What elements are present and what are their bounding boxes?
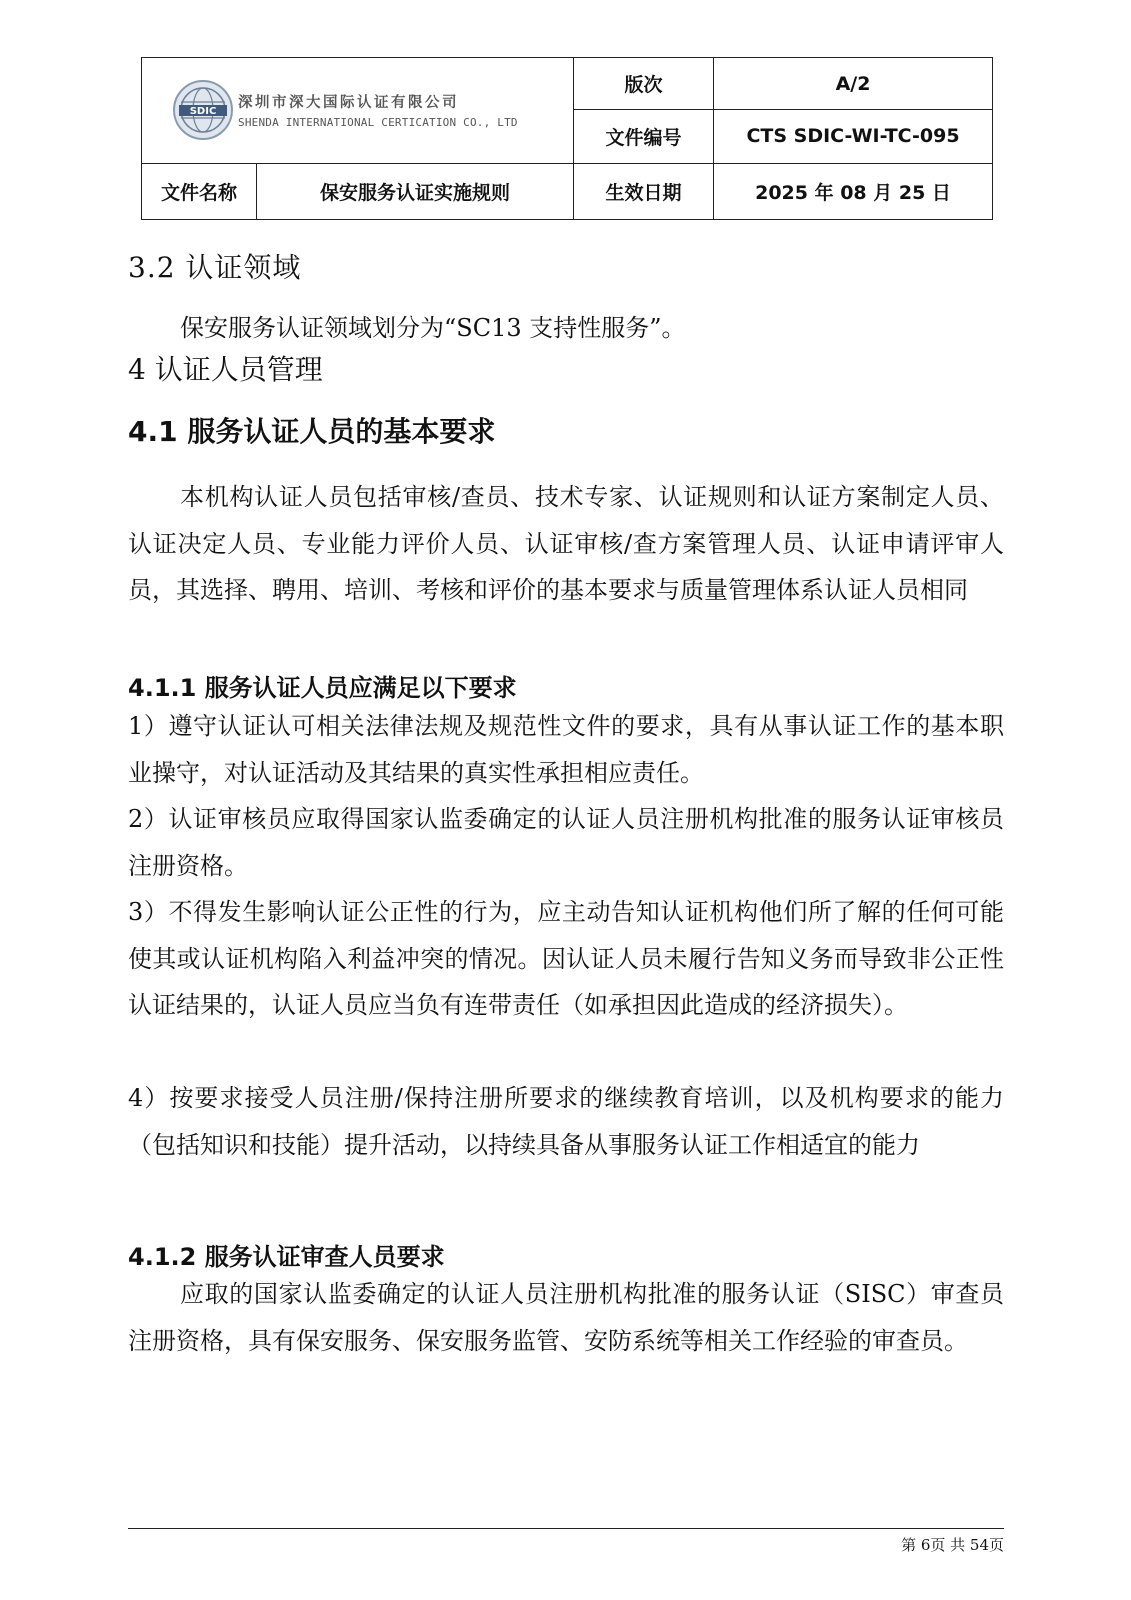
requirement-item-4: 4）按要求接受人员注册/保持注册所要求的继续教育培训，以及机构要求的能力（包括知识和技能）提升活动，以持续具备从事服务认证工作相适宜的能力 bbox=[128, 1084, 1004, 1159]
company-logo-icon bbox=[172, 79, 234, 141]
footer-divider bbox=[128, 1528, 1004, 1529]
section-4-1-title: 4.1 服务认证人员的基本要求 bbox=[128, 415, 496, 448]
version-value: A/2 bbox=[714, 58, 993, 110]
requirement-item-3: 3）不得发生影响认证公正性的行为，应主动告知认证机构他们所了解的任何可能使其或认证机构陷入利益冲突的情况。因认证人员未履行告知义务而导致非公正性认证结果的，认证人员应当负有连带责任（如承担因此造成的经济损失）。 bbox=[128, 898, 1004, 1019]
docname-value: 保安服务认证实施规则 bbox=[257, 163, 574, 219]
effective-label: 生效日期 bbox=[574, 163, 714, 219]
company-logo-cell bbox=[142, 58, 574, 164]
requirement-item-1: 1）遵守认证认可相关法律法规及规范性文件的要求，具有从事认证工作的基本职业操守，对认证活动及其结果的真实性承担相应责任。 bbox=[128, 712, 1004, 787]
document-header-table bbox=[141, 57, 993, 220]
effective-value: 2025 年 08 月 25 日 bbox=[714, 163, 993, 219]
section-4-1-2-title: 4.1.2 服务认证审查人员要求 bbox=[128, 1243, 445, 1271]
company-name-cn: 深圳市深大国际认证有限公司 bbox=[238, 95, 459, 112]
page-number: 第 6页 共 54页 bbox=[901, 1536, 1004, 1554]
section-4-1-2-text: 应取的国家认监委确定的认证人员注册机构批准的服务认证（SISC）审查员注册资格，具有保安服务、保安服务监管、安防系统等相关工作经验的审查员。 bbox=[128, 1280, 1004, 1355]
version-label: 版次 bbox=[574, 58, 714, 110]
section-3-2-title: 3.2 认证领域 bbox=[128, 251, 302, 284]
section-4-1-text: 本机构认证人员包括审核/查员、技术专家、认证规则和认证方案制定人员、认证决定人员、专业能力评价人员、认证审核/查方案管理人员、认证申请评审人员，其选择、聘用、培训、考核和评价的基本要求与质量管理体系认证人员相同 bbox=[128, 483, 1004, 604]
docno-value: CTS SDIC-WI-TC-095 bbox=[714, 110, 993, 163]
docno-label: 文件编号 bbox=[574, 110, 714, 163]
docname-label: 文件名称 bbox=[142, 163, 257, 219]
svg-text:SDIC: SDIC bbox=[189, 106, 217, 118]
requirement-item-2: 2）认证审核员应取得国家认监委确定的认证人员注册机构批准的服务认证审核员注册资格。 bbox=[128, 805, 1004, 880]
section-3-2-text: 保安服务认证领域划分为“SC13 支持性服务”。 bbox=[180, 314, 686, 342]
section-4-title: 4 认证人员管理 bbox=[128, 353, 323, 386]
company-name-en: SHENDA INTERNATIONAL CERTICATION CO., LTD bbox=[238, 116, 518, 130]
section-4-1-1-title: 4.1.1 服务认证人员应满足以下要求 bbox=[128, 674, 517, 702]
